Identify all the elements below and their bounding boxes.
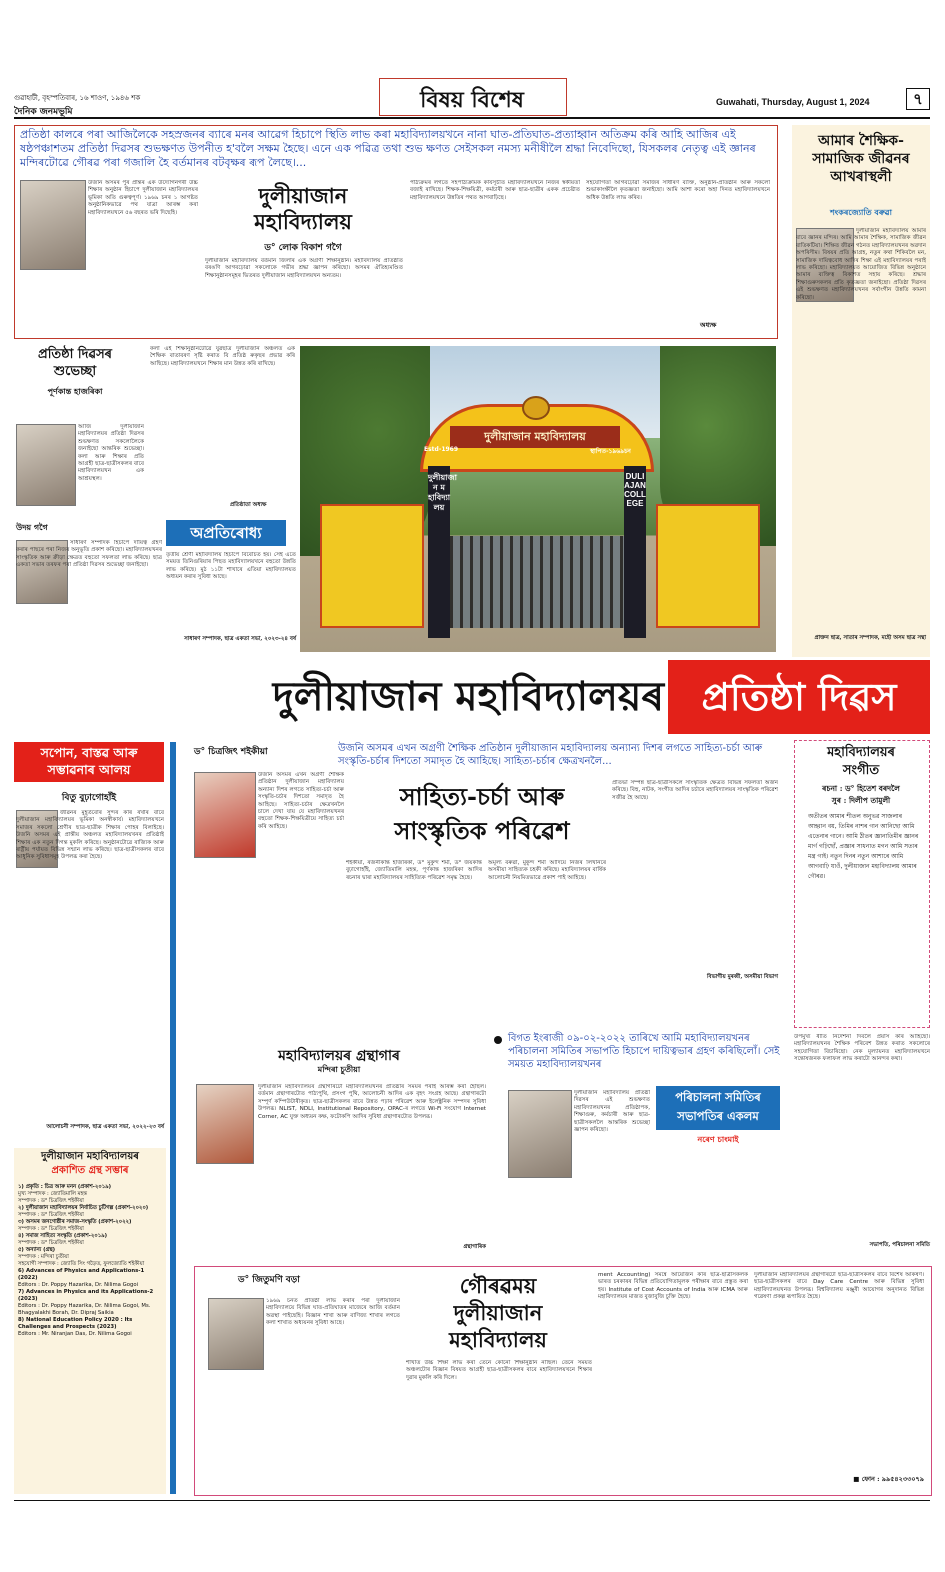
sapon-author: বিতু বুঢ়াগোহাঁই: [61, 793, 117, 803]
footer-rule: [14, 1500, 930, 1501]
gourab-body3: ment Accounting) সমন্বে আয়োজন কৰি ছাত্ৰ-ছাত্ৰীসকলক ভাৰত চৰকাৰৰ বিভিন্ন প্ৰতিযোগিতামূলক পৰীক্ষাৰ বাবে প্ৰস্তুত কৰা হয়। Institute of Cost Accounts of India আৰু ICMA আৰু মহাবিদ্যালয়ৰ মাজত বুজাবুজি চুক্তি হৈছে।: [598, 1272, 748, 1301]
gourab-title-line3: মহাবিদ্যালয়: [449, 1327, 547, 1352]
gate-arch-sign: দুলীয়াজান মহাবিদ্যালয়: [450, 426, 620, 448]
top-article-body-left: উজনি অসমৰ পুৰ প্ৰান্তৰ এক উদ্যোগনগৰী উচ্চ শিক্ষাৰ অনুষ্ঠান হিচাপে দুলীয়াজান মহাবিদ্যালয়ৰ ভূমিকা অতি গুৰুত্বপূৰ্ণ। ১৯৬৯ চনৰ ১ আগষ্টত অনুষ্ঠানিকভাৱে পথ যাত্ৰা আৰম্ভ কৰা মহাবিদ্যালয়খনে ৫৬ বছৰত ভৰি দিছেহি।: [88, 180, 198, 216]
president-badge-line1: পৰিচালনা সমিতিৰ: [675, 1090, 761, 1104]
sahitya-body4: প্ৰতিভা সম্পন্ন ছাত্ৰ-ছাত্ৰীসকলে সাংস্কৃতিক ক্ষেত্ৰত বিভিন্ন সফলতা অৰ্জন কৰিছে। বিহু, নাটক, সংগীত আদিৰ চৰ্চাৰে মহাবিদ্যালয়ৰ সাংস্কৃতিক পৰিৱেশ সজীৱ হৈ আছে।: [612, 780, 778, 801]
sapon-sign: আলোচনী সম্পাদক, ছাত্ৰ একতা সভা, ২০২২-২৩ বৰ্ষ: [46, 1124, 164, 1130]
right-top-title: [792, 132, 930, 186]
books-item: ৩) অসমৰ জনগোষ্ঠীৰ সমাজ-সংস্কৃতি (প্ৰকাশ-২০২২): [18, 1219, 132, 1225]
president-badge-line2: সভাপতিৰ একলম: [677, 1109, 759, 1123]
books-item: 7) Advances in Physics and its Applications-2 (2023): [18, 1289, 154, 1302]
greeting-body2: কলা এই শিক্ষানুষ্ঠানটোৱে যুৱছাত্ৰ দুলীয়াজান অঞ্চলত এক শৈক্ষিক বাতাবৰণ সৃষ্টি কৰাত বি প্ৰতিষ্ঠ ৰুকৃছৰ প্ৰভাৱ কৰি আছিছে। মহাবিদ্যালয়খনে শিক্ষাৰ মান উন্নত কৰি ৰাখিছে।: [150, 346, 295, 367]
books-item: মুখ্য সম্পাদক : জ্যোতিমালি মহন্ত: [18, 1191, 87, 1197]
udoy-body: সাধাৰণ সম্পাদক হিচাপে দায়িত্ব গ্ৰহণ কৰাৰ পাছৰে পৰা নিজৰ অনুভূতি প্ৰকাশ কৰিছো। মহাবিদ্যালয়খনৰ সাংস্কৃতিক আৰু ক্ৰীড়া ক্ষেত্ৰত বহুতো সফলতা লাভ কৰিছে। ছাত্ৰ একতা সভাৰ তৰফৰ পৰা প্ৰতিষ্ঠা দিৱসৰ শুভেচ্ছা জনাইছো।: [16, 540, 162, 569]
books-item: 6) Advances of Physics and Applications-1 (2022): [18, 1268, 145, 1281]
right-top-title-line2: সামাজিক জীৱনৰ: [812, 151, 910, 167]
aprotirodhya-body: তৃতীয় শ্ৰেণী মহাবিদ্যালয় হিচাপে বিবেচিত হয়। সেই এতে সময়ত তিনিগুৰিয়াৰ পিছত মহাবিদ্যালয়খনে বহুতো উন্নতি লাভ কৰিছে। মুঠ ১১টা শাখাৰে এতিয়া মহাবিদ্যালয়ত অধ্যয়ন কৰাৰ সুবিধা আছে।: [166, 552, 296, 581]
books-title-line1: দুলীয়াজান মহাবিদ্যালয়ৰ: [41, 1151, 139, 1162]
gate-pillar-right-text: DULIAJAN COLLEGE: [624, 472, 646, 508]
gate-emblem: [522, 396, 550, 420]
sahitya-author: ড° চিত্ৰজিৎ শইকীয়া: [194, 747, 268, 757]
top-article-title-line2: মহাবিদ্যালয়: [254, 209, 352, 234]
sahitya-title: [340, 780, 624, 848]
bullet-dot: [494, 1036, 502, 1044]
sahitya-body3: অমূল্য বৰুৱা, মুকুন্দ শৰ্মা আদিয়ে নিজৰ লিখনিৰে অসমীয়া সাহিত্যক চহকী কৰিছে। মহাবিদ্যালয়ৰ বাৰ্ষিক আলোচনী নিয়মিতভাৱে প্ৰকাশ পাই আহিছে।: [488, 860, 606, 881]
aprotirodhya-label: অপ্ৰতিৰোধ্য: [190, 524, 262, 542]
books-item: Editors : Mr. Niranjan Das, Dr. Nilima Gogoi: [18, 1331, 132, 1337]
gourab-phone: ■ ফোন : ৯৯৫৪২৩৩০৭৯: [853, 1475, 924, 1483]
sahitya-intro: উজনি অসমৰ এখন অগ্ৰণী শৈক্ষিক প্ৰতিষ্ঠান দুলীয়াজান মহাবিদ্যালয় অন্যান্য দিশৰ লগতে সাহিত্য-চৰ্চা আৰু সংস্কৃতি-চৰ্চাৰ দিশতো সমাদৃত হৈ আহিছে। সাহিত্য-চৰ্চাৰ ক্ষেত্ৰখনলৈ...: [338, 743, 763, 767]
sahitya-title-line2: সাংস্কৃতিক পৰিৱেশ: [394, 816, 570, 845]
greeting-author: পূৰ্ণকান্ত হাজৰিকা: [47, 386, 103, 396]
song-title: [794, 744, 928, 780]
gourab-body1: ১৯৬৯ চনত প্ৰতিষ্ঠা লাভ কৰাৰ পৰা দুলীয়াজান মহাবিদ্যালয়ে বিভিন্ন ঘাত-প্ৰতিঘাতৰ মাজেৰে আজি বৰ্তমান অৱস্থা পাইছেহি। বিজ্ঞান শাখা আৰু বাণিজ্য শাখাৰ লগতে কলা শাখাত অধ্যয়নৰ সুবিধা আছে।: [266, 1298, 400, 1327]
sahitya-sign: বিভাগীয় মুৰব্বী, অসমীয়া বিভাগ: [706, 974, 778, 980]
library-author: মন্দিৰা চুতীয়া: [317, 1064, 361, 1074]
author-photo-naren: [508, 1090, 572, 1178]
books-item: 8) National Education Policy 2020 : Its Challenges and Prospects (2023): [18, 1317, 133, 1330]
sahitya-body2: শইকীয়া, ৰজনীকান্ত হাজৰিকা, ড° মুকুন্দ শৰ্মা, ড° জয়কান্ত বুঢ়াগোহাঁই, জ্যোতিমালি মহন্ত, পূৰ্ণকান্ত হাজৰিকা আদিৰ ৰচনাৰ দ্বাৰা মহাবিদ্যালয়ৰ সাহিত্যিক পৰিৱেশ সমৃদ্ধ হৈছে।: [346, 860, 482, 881]
greeting-title: [14, 346, 136, 380]
column-accent: [170, 742, 176, 1494]
sapon-title-line2: সম্ভাৱনাৰ আলয়: [47, 762, 131, 777]
books-item: ২) দুলীয়াজান মহাবিদ্যালয়ৰ নিৰ্বাচিত চুটিগল্প (প্ৰকাশ-২০২০): [18, 1205, 149, 1211]
gourab-author: ড° জিতুমণি বড়া: [238, 1275, 300, 1285]
right-top-body: দুলীয়াজান মহাবিদ্যালয় আমাৰ বাবে জ্ঞানৰ মন্দিৰ। আমি আমাৰ শৈক্ষিক, সামাজিক জীৱন বাতিকটিয়া। শিক্ষিত জীৱন গঠনত মহাবিদ্যালয়খনৰ অৱদান অপৰিসীম। বিষয়ৰ প্ৰতি আগ্ৰহ, নতুন কথা শিকিবলৈ মন, সামাজিক দায়িত্ববোধ আদিৰ শিক্ষা এই মহাবিদ্যালয়ৰ পৰাই লাভ কৰিছো। মহাবিদ্যালয়ত আয়োজিত বিভিন্ন অনুষ্ঠানে আমাৰ ব্যক্তিত্ব বিকাশত সহায় কৰিছে। শ্ৰদ্ধাৰ শিক্ষাগুৰুসকলৰ প্ৰতি কৃতজ্ঞতা জনাইছো। প্ৰতিষ্ঠা দিৱসৰ এই শুভক্ষণত মহাবিদ্যালয়খনৰ সৰ্বাংগীন উন্নতি কামনা কৰিছো।: [796, 228, 926, 301]
top-article-body-far: সহযোগিতা আগবঢ়োৱা সমাজৰ সাধাৰণ ব্যক্তি, অনুষ্ঠান-প্ৰতিষ্ঠান আৰু সকলো শুভাকাংক্ষীলৈ কৃতজ্ঞতা জনাইছো। আমি আশা কৰো অহা দিনত মহাবিদ্যালয়খনে অধিক উন্নতি লাভ কৰিব।: [586, 180, 770, 201]
page-number: ৭: [906, 88, 930, 110]
books-item: সম্পাদক : ড° চিত্ৰজিৎ শইকীয়া: [18, 1240, 84, 1246]
song-lyricist: ৰচনা : ড° হিতেশ বৰদলৈ: [822, 784, 900, 793]
president-badge: [656, 1088, 780, 1126]
date-local: গুৱাহাটী, বৃহস্পতিবাৰ, ১৬ শাওণ, ১৯৪৬ শক: [14, 94, 141, 102]
books-list: [18, 1184, 164, 1338]
greeting-title-line2: শুভেচ্ছা: [53, 364, 97, 379]
top-article-body-right: পাঠ্যক্ৰমৰ লগতে সহপাঠ্যক্ৰমিক কাৰ্যসূচীত মহাবিদ্যালয়খনে নিজৰ স্বকীয়তা বজাই ৰাখিছে। শিক্ষক-শিক্ষয়িত্ৰী, কৰ্মচাৰী আৰু ছাত্ৰ-ছাত্ৰীৰ একক প্ৰচেষ্টাত মহাবিদ্যালয়খনে উন্নতিৰ পথত আগবাঢ়িছে।: [410, 180, 580, 201]
gate-estd: Estd-1969: [424, 446, 459, 453]
gourab-title-line1: গৌৰৱময়: [459, 1273, 537, 1298]
top-article-sign: অধ্যক্ষ: [700, 321, 717, 329]
sapon-body: জীৱনৰ মুহূৰ্তবোৰ সুন্দৰ কৰি ৰখাৰ বাবে দুলীয়াজান মহাবিদ্যালয়ৰ ভূমিকা অনস্বীকাৰ্য। মহাবিদ্যালয়খনে সমাজৰ সকলো শ্ৰেণীৰ ছাত্ৰ-ছাত্ৰীক শিক্ষাৰ পোহৰ বিলাইছে। উজনি অসমৰ এই প্ৰান্তীয় অঞ্চলত মহাবিদ্যালয়খনৰ প্ৰতিষ্ঠাই শিক্ষাৰ এক নতুন দিগন্ত মুকলি কৰিছে। অনুষ্ঠানটোৱে ৰাজ্যিক আৰু ৰাষ্ট্ৰীয় পৰ্যায়ত বিভিন্ন সন্মান লাভ কৰিছে। ছাত্ৰ-ছাত্ৰীসকলৰ বাবে আধুনিক সুবিধাসমূহ উপলব্ধ কৰা হৈছে।: [16, 810, 164, 861]
sahitya-body1: উজনি অসমৰ এখন অগ্ৰণী শৈক্ষিক প্ৰতিষ্ঠান দুলীয়াজান মহাবিদ্যালয় অন্যান্য দিশৰ লগতে সাহিত্য-চৰ্চা আৰু সংস্কৃতি-চৰ্চাৰ দিশতো সমাদৃত হৈ আহিছে। সাহিত্য-চৰ্চাৰ ক্ষেত্ৰখনলৈ চালে দেখা যায় যে মহাবিদ্যালয়খনৰ বহুতো শিক্ষক-শিক্ষয়িত্ৰীয়ে সাহিত্য চৰ্চা কৰি আহিছে।: [258, 772, 344, 830]
books-item: সম্পাদক : ড° চিত্ৰজিৎ শইকীয়া: [18, 1212, 84, 1218]
right-top-title-line3: আখৰাস্থলী: [830, 169, 892, 185]
udoy-author: উদয় গগৈ: [16, 522, 48, 532]
president-body2: উপমুখ্য ৰীতি নিৰ্দেশনা দিবলৈ প্ৰয়াস কৰি আহিছো। মহাবিদ্যালয়খনৰ শৈক্ষিক পৰিবেশ উন্নত কৰাত সকলোৰে সহযোগিতা বিচাৰিছো। নেক মূল্যায়নত মহাবিদ্যালয়খনে সন্তোষজনক ফলাফল লাভ কৰাটো আনন্দৰ কথা।: [794, 1034, 930, 1063]
date-english: Guwahati, Thursday, August 1, 2024: [716, 97, 870, 107]
author-photo-mandira: [196, 1084, 254, 1164]
gourab-title: [406, 1272, 590, 1353]
top-article-title: [203, 183, 403, 235]
books-item: সম্পাদক : মন্দিৰা চুতীয়া: [18, 1254, 69, 1260]
section-title: বিষয় বিশেষ: [420, 87, 524, 113]
greeting-title-line1: প্ৰতিষ্ঠা দিৱসৰ: [37, 347, 112, 362]
song-composer: সুৰ : দিলীপ তামুলী: [831, 796, 891, 805]
books-item: ৪) সমাজ সাহিত্য সংস্কৃতি (প্ৰকাশ-২০১৯): [18, 1233, 108, 1239]
gourab-body4: দুলীয়াজান মহাবিদ্যালয়ৰ গ্ৰন্থাগাৰটো ছাত্ৰ-ছাত্ৰীসকলৰ বাবে বিশেষ আকৰ্ষণ। ছাত্ৰ-ছাত্ৰীসকলৰ বাবে Day Care Centre আৰু বিভিন্ন সুবিধা মহাবিদ্যালয়খনত উপলব্ধ। বিশ্ববিদ্যালয় মঞ্জুৰী আয়োগৰ অনুদানত বিভিন্ন গৱেষণা প্ৰকল্প ৰূপায়িত হৈছে।: [754, 1272, 924, 1301]
banner-main: দুলীয়াজান মহাবিদ্যালয়ৰ: [272, 673, 664, 720]
sapon-title-line1: সপোন, বাস্তৱ আৰু: [40, 745, 138, 760]
song-title-line2: সংগীত: [842, 763, 880, 778]
books-item: Editors : Dr. Poppy Hazarika, Dr. Nilima Gogoi: [18, 1282, 139, 1288]
song-lyrics: অতীতৰ আমাৰ শীতল অনুভৱ সাজলাৰ আহ্বান বয়, তিমিৰ নাশৰ গান আনিছো আমি এতেনাৰ গানে। আমি ঠীতৰ জ্ঞানাতিমীৰ জ্ঞানৰ মাৰ্গ গঢ়িছোঁ, প্ৰজ্ঞাৰ সাধনাত মগন আমি সত্যৰ মন্ত্ৰ গাই। নতুন দিনৰ নতুন আশাৰে আমি আগবাঢ়ি যাওঁ, দুলীয়াজান মহাবিদ্যালয় আমাৰ গৌৰৱ।: [808, 813, 919, 880]
gate-wing-left: [320, 504, 424, 628]
right-top-author: শংকৰজ্যোতি বৰুৱা: [830, 207, 892, 217]
library-sign: গ্ৰন্থাগাৰিক: [463, 1244, 486, 1250]
top-article-title-line1: দুলীয়াজান: [258, 183, 348, 208]
gate-wing-right: [656, 504, 760, 628]
author-photo-chitrajit: [194, 772, 256, 858]
president-author: নৰেণ চাংমাই: [697, 1134, 739, 1144]
books-title: [14, 1150, 166, 1178]
books-title-line2: প্ৰকাশিত গ্ৰন্থ সম্ভাৰ: [51, 1165, 129, 1176]
sapon-title: [14, 744, 164, 778]
gate-pillar-left-text: দুলীয়াজান মহাবিদ্যালয়: [428, 472, 457, 512]
gourab-body2: শাখাত উচ্চ শিক্ষা লাভ কৰা তেনে কোনো শিক্ষানুষ্ঠান নাছিল। তেনে সময়ত অঞ্চলটোৰ বিজ্ঞান বিষয়ত আগ্ৰহী ছাত্ৰ-ছাত্ৰীসকলৰ বাবে মহাবিদ্যালয়খনে শিক্ষাৰ দুৱাৰ মুকলি কৰি দিলে।: [406, 1360, 592, 1381]
library-title: মহাবিদ্যালয়ৰ গ্ৰন্থাগাৰ: [278, 1048, 400, 1064]
author-photo-jitumoni: [208, 1298, 264, 1370]
library-body: দুলীয়াজান মহাবিদ্যালয়ৰ গ্ৰন্থাগাৰটো মহাবিদ্যালয়খনৰ প্ৰতিষ্ঠাৰ সময়ৰ পৰাই আৰম্ভ কৰা হৈছিল। বৰ্তমান গ্ৰন্থাগাৰটোত পাঠ্যপুথি, প্ৰসংগ পুথি, আলোচনী আদিৰ এক বৃহৎ সংগ্ৰহ আছে। গ্ৰন্থাগাৰটো সম্পূৰ্ণ কম্পিউটাৰীকৃত। ছাত্ৰ-ছাত্ৰীসকলৰ বাবে উন্নত পঢ়াৰ পৰিৱেশ আৰু ইলেক্ট্ৰনিক সম্পদৰ সুবিধা উপলব্ধ। NLIST, NDLI, Institutional Repository, OPAC-ৰ লগতে Wi-Fi সংযোগ Internet Corner, AC যুক্ত অধ্যয়ন কক্ষ, ফটোকপি আদিৰ সুবিধা গ্ৰন্থাগাৰটোত উপলব্ধ।: [258, 1084, 486, 1120]
president-notice: বিগত ইংৰাজী ০৯-০২-২০২২ তাৰিখে আমি মহাবিদ্যালয়খনৰ পৰিচালনা সমিতিৰ সভাপতি হিচাপে দায়িত্বভাৰ গ্ৰহণ কৰিছিলোঁ। সেই সময়ত মহাবিদ্যালয়খনৰ: [508, 1033, 780, 1070]
top-article-author: ড° লোক বিকাশ গগৈ: [264, 243, 342, 253]
gourab-title-line2: দুলীয়াজান: [453, 1300, 543, 1325]
books-item: সহযোগী সম্পাদক : জ্যোতি সিং গড়ৈত, ফুলজ্যোতি শইকীয়া: [18, 1261, 145, 1267]
right-top-title-line1: আমাৰ শৈক্ষিক-: [818, 133, 904, 149]
song-title-line1: মহাবিদ্যালয়ৰ: [827, 745, 895, 760]
top-article-body-mid: দুলীয়াজান মহাবিদ্যালয় বৰ্তমান জিলাৰ এক অগ্ৰণী শিক্ষানুষ্ঠান। মহাবিদ্যালয় প্ৰতিষ্ঠাত বৰঙণি আগবঢ়োৱা সকলোকে গভীৰ শ্ৰদ্ধা জ্ঞাপন কৰিছো। অসমৰ ঐতিহ্যমণ্ডিত শিক্ষানুষ্ঠানসমূহৰ ভিতৰত দুলীয়াজান মহাবিদ্যালয়খন অন্যতম।: [205, 258, 403, 279]
books-item: সম্পাদক : ড° চিত্ৰজিৎ শইকীয়া: [18, 1226, 84, 1232]
paper-name: দৈনিক জনমভূমি: [14, 107, 73, 117]
greeting-sign: প্ৰতিষ্ঠাতা অধ্যক্ষ: [230, 502, 267, 508]
intro-text: প্ৰতিষ্ঠা কালৰে পৰা আজিলৈকে সহস্ৰজনৰ ব্যাৰে মনৰ আৱেগ হিচাপে স্থিতি লাভ কৰা মহাবিদ্যালয়খনে নানা ঘাত-প্ৰতিঘাত-প্ৰত্যাহ্বান অতিক্ৰম কৰি আহি আজিৰ এই ষষ্ঠপঞ্চাশতম প্ৰতিষ্ঠা দিৱসৰ শুভক্ষণত উপনীত হ'বলৈ সক্ষম হৈছে। এনে এক পৱিত্ৰ তথা শুভ ক্ষণত সেইসকল নমস্য মনীষীলৈ শ্ৰদ্ধা নিবেদিছো, যিসকলৰ নেতৃত্ব এই জ্ঞানৰ মন্দিৰটোৱে গৌৰৱ পৰা গজালি হৈ বৰ্তমানৰ বটবৃক্ষৰ ৰূপ লৈছে।...: [20, 128, 756, 169]
right-top-sign: প্ৰাক্তন ছাত্ৰ, সাতাৰ সম্পাদক, মহৌ অসম ছাত্ৰ সন্থা: [814, 635, 926, 641]
college-gate-photo: [300, 346, 776, 652]
books-item: ১) প্ৰকৃতি : চিত্ৰ আৰু মনন (প্ৰকাশ-২০১৯): [18, 1184, 112, 1190]
author-photo-purna: [16, 424, 76, 506]
greeting-body: আজি দুলীয়াজান মহাবিদ্যালয়ৰ প্ৰতিষ্ঠা দিৱসৰ শুভক্ষণত সকলোলৈকে জনাইছো আন্তৰিক শুভেচ্ছা। কলা আৰু শিক্ষাৰ প্ৰতি আগ্ৰহী ছাত্ৰ-ছাত্ৰীসকলৰ বাবে মহাবিদ্যালয়খন এক আশ্ৰয়স্থল।: [78, 424, 144, 482]
books-item: ৫) অন্যান্য (গ্ৰন্থ): [18, 1247, 56, 1253]
masthead-rule: [14, 117, 930, 119]
aprotirodhya-sign: সাধাৰণ সম্পাদক, ছাত্ৰ একতা সভা, ২০২৩-২৪ বৰ্ষ: [184, 636, 296, 642]
gate-estd-local: স্থাপিত-১৯৬৯চন: [590, 448, 631, 455]
books-item: সম্পাদক : ড° চিত্ৰজিৎ শইকীয়া: [18, 1198, 84, 1204]
gate-doors: [450, 536, 624, 628]
books-item: Editors : Dr. Poppy Hazarika, Dr. Nilima Gogoi, Ms. Bhagyalakhi Borah, Dr. Dipraj Saikia: [18, 1303, 151, 1316]
president-body1: দুলীয়াজান মহাবিদ্যালয় প্ৰতিষ্ঠা দিৱসৰ এই শুভক্ষণত মহাবিদ্যালয়খনৰ প্ৰতিষ্ঠাপক, শিক্ষাগুৰু, কৰ্মচাৰী আৰু ছাত্ৰ-ছাত্ৰীসকললৈ আন্তৰিক শুভেচ্ছা জ্ঞাপন কৰিছো।: [574, 1090, 650, 1134]
author-photo-principal: [20, 180, 86, 270]
banner-highlight: প্ৰতিষ্ঠা দিৱস: [701, 674, 897, 719]
president-sign: সভাপতি, পৰিচালনা সমিতি: [869, 1242, 930, 1248]
sahitya-title-line1: সাহিত্য-চৰ্চা আৰু: [399, 782, 565, 811]
